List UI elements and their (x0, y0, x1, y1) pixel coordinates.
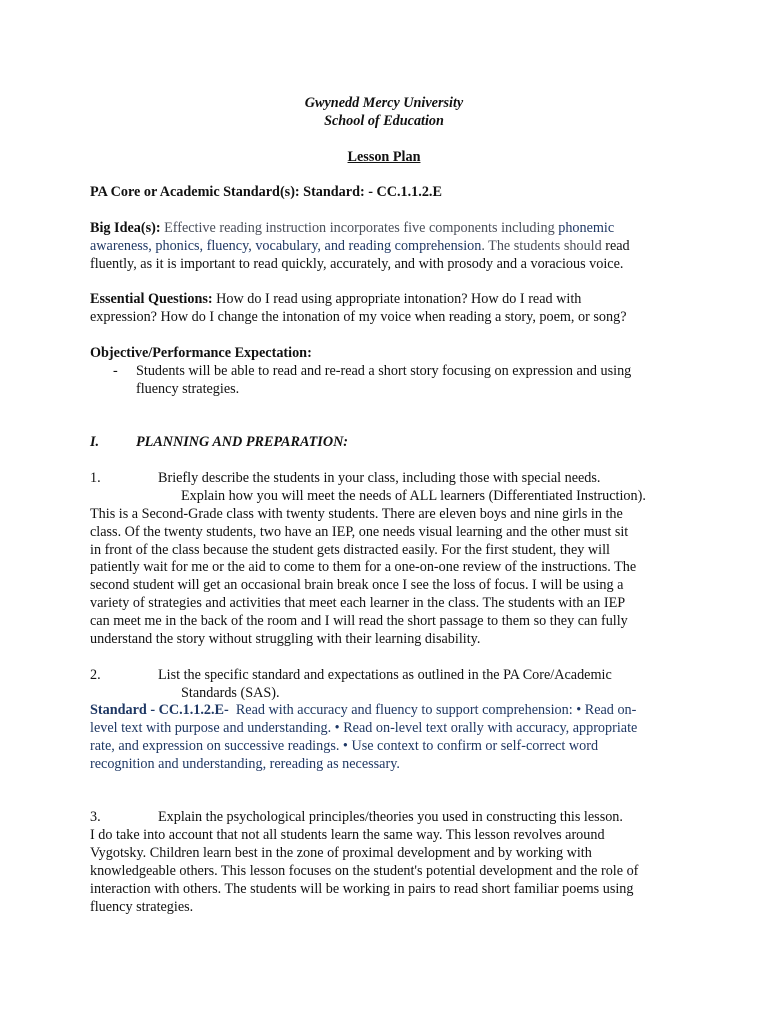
big-idea-line-3: fluently, as it is important to read quickly, accurately, and with prosody and a voracious voice. (90, 256, 624, 272)
section-title: PLANNING AND PREPARATION: (136, 434, 349, 450)
q2-standard-line: recognition and understanding, rereading as necessary. (90, 756, 400, 772)
big-idea-text-gray-1: Effective reading instruction incorporates five components including (164, 220, 555, 236)
q2-prompt-2: Standards (SAS). (181, 685, 280, 701)
q1-answer-line: can meet me in the back of the room and I will read the short passage to them so they can fully (90, 613, 628, 629)
q3-answer-line: fluency strategies. (90, 899, 194, 915)
objective-line-1: Students will be able to read and re-read a short story focusing on expression and using (136, 363, 632, 379)
q2-standard-line-1 (90, 701, 636, 719)
big-idea-text-blue-1: phonemic (558, 220, 615, 236)
q3-answer-line: I do take into account that not all students learn the same way. This lesson revolves around (90, 827, 605, 843)
essential-line-1 (90, 290, 581, 308)
q1-answer-line: This is a Second-Grade class with twenty students. There are eleven boys and nine girls in the (90, 506, 623, 522)
q1-prompt-2: Explain how you will meet the needs of ALL learners (Differentiated Instruction). (181, 488, 646, 504)
q3-answer-line: Vygotsky. Children learn best in the zone of proximal development and by working with (90, 845, 592, 861)
q1-answer-line: second student will get an occasional brain break once I see the loss of focus. I will be using a (90, 577, 624, 593)
standard-heading: PA Core or Academic Standard(s): Standard: - CC.1.1.2.E (90, 184, 442, 200)
essential-line-2: expression? How do I change the intonation of my voice when reading a story, poem, or song? (90, 309, 627, 325)
big-idea-line-2 (90, 237, 630, 255)
q2-standard-text: Read with accuracy and fluency to support comprehension: • Read on- (235, 702, 637, 718)
big-idea-text-black-1: read (605, 238, 630, 254)
section-numeral: I. (90, 434, 100, 450)
big-idea-label: Big Idea(s): (90, 220, 161, 236)
big-idea-line-1 (90, 219, 614, 237)
q1-answer-line: variety of strategies and activities that meet each learner in the class. The students with an IEP (90, 595, 626, 611)
q1-prompt-1: Briefly describe the students in your class, including those with special needs. (158, 470, 601, 486)
q1-answer-line: understand the story without struggling with their learning disability. (90, 631, 481, 647)
q3-answer-line: interaction with others. The students will be working in pairs to read short familiar poems using (90, 881, 634, 897)
objective-label: Objective/Performance Expectation: (90, 345, 312, 361)
q2-prompt-1: List the specific standard and expectations as outlined in the PA Core/Academic (158, 667, 612, 683)
q1-answer-line: class. Of the twenty students, two have an IEP, one needs visual learning and the other must sit (90, 524, 629, 540)
doc-title: Lesson Plan (347, 149, 421, 165)
q2-standard-line: level text with purpose and understanding. • Read on-level text orally with accuracy, appropriate (90, 720, 638, 736)
essential-text-1: How do I read using appropriate intonation? How do I read with (216, 291, 582, 307)
university-name: Gwynedd Mercy University (304, 95, 464, 111)
q2-standard-line: rate, and expression on successive readings. • Use context to confirm or self-correct word (90, 738, 599, 754)
objective-line-2: fluency strategies. (136, 381, 240, 397)
school-name: School of Education (324, 113, 444, 129)
big-idea-text-blue-2: awareness, phonics, fluency, vocabulary, and reading comprehension (90, 238, 482, 254)
q3-answer-line: knowledgeable others. This lesson focuses on the student's potential development and the role of (90, 863, 639, 879)
essential-label: Essential Questions: (90, 291, 213, 307)
q1-number: 1. (90, 470, 101, 486)
q3-number: 3. (90, 809, 101, 825)
q2-number: 2. (90, 667, 101, 683)
big-idea-text-gray-2: . The students should (481, 238, 602, 254)
objective-dash: - (113, 363, 118, 379)
q3-prompt-1: Explain the psychological principles/theories you used in constructing this lesson. (158, 809, 623, 825)
q2-standard-label: Standard - CC.1.1.2.E- (90, 702, 229, 718)
q1-answer-line: patiently wait for me or the aid to come to them for a one-on-one review of the instructions. The (90, 559, 637, 575)
q1-answer-line: in front of the class because the student gets distracted easily. For the first student, they will (90, 542, 610, 558)
